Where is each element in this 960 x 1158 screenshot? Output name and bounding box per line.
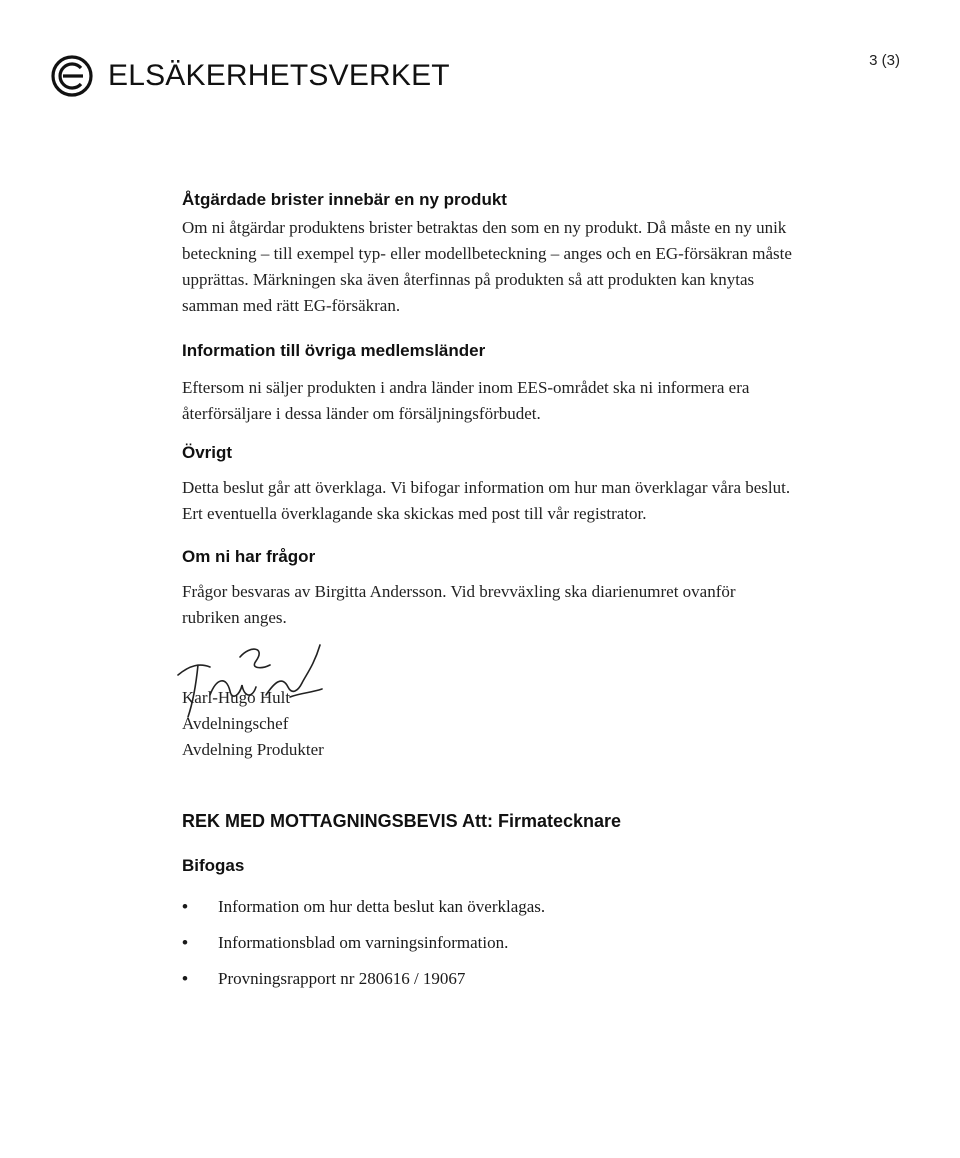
attachment-text: Informationsblad om varningsinformation.	[218, 933, 509, 952]
bullet-icon: •	[182, 969, 188, 988]
section-heading: Om ni har frågor	[182, 547, 316, 566]
attachments-heading: Bifogas	[182, 856, 245, 875]
section-text: Detta beslut går att överklaga. Vi bifogar information om hur man överklagar våra beslut. Ert eventuella överklagande ska skickas med post till vår registrator.	[182, 478, 791, 523]
section-heading: Åtgärdade brister innebär en ny produkt	[182, 190, 507, 209]
list-item	[182, 894, 792, 920]
section-text: Frågor besvaras av Birgitta Andersson. Vid brevväxling ska diarienumret ovanför rubriken anges.	[182, 582, 736, 627]
section-heading: Övrigt	[182, 443, 233, 462]
letter-body	[182, 190, 792, 1002]
section-text: Om ni åtgärdar produktens brister betraktas den som en ny produkt. Då måste en ny unik beteckning – till exempel typ- eller modellbeteckning – anges och en EG-försäkran måste upprättas. Märkningen ska även återfinnas på produkten så att produkten kan knytas samman med rätt EG-försäkran.	[182, 218, 792, 315]
section-heading: Information till övriga medlemsländer	[182, 341, 486, 360]
letterhead	[50, 50, 450, 102]
signatory-department: Avdelning Produkter	[182, 740, 324, 759]
list-item	[182, 966, 792, 992]
bullet-icon: •	[182, 897, 188, 916]
brand-name: ELSÄKERHETSVERKET	[108, 59, 450, 92]
delivery-heading: REK MED MOTTAGNINGSBEVIS Att: Firmatecknare	[182, 811, 622, 831]
attachment-text: Information om hur detta beslut kan överklagas.	[218, 897, 546, 916]
attachment-text: Provningsrapport nr 280616 / 19067	[218, 969, 466, 988]
bullet-icon: •	[182, 933, 188, 952]
attachment-list	[182, 894, 792, 992]
signatory-title: Avdelningschef	[182, 714, 289, 733]
list-item	[182, 930, 792, 956]
signature-block	[182, 685, 792, 763]
section-text: Eftersom ni säljer produkten i andra länder inom EES-området ska ni informera era återförsäljare i dessa länder om försäljningsförbudet.	[182, 378, 750, 423]
signatory-name: Karl-Hugo Hult	[182, 688, 291, 707]
page-number: 3 (3)	[869, 52, 900, 69]
elsakerhetsverket-logo-icon	[50, 54, 94, 98]
